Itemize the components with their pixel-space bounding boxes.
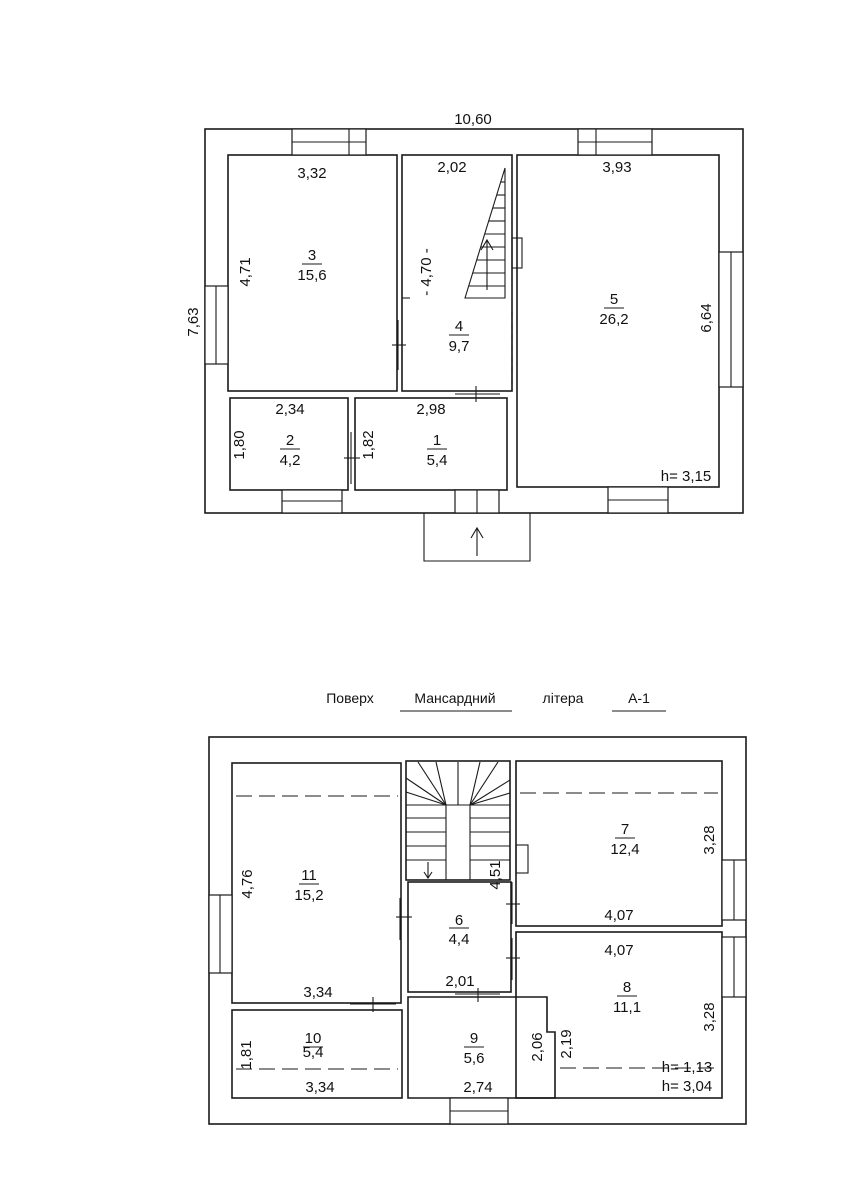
- room-5-width: 3,93: [602, 159, 632, 176]
- room-7-number: 7: [620, 821, 630, 838]
- room-1-number: 1: [432, 432, 442, 449]
- room-11-width: 3,34: [303, 984, 333, 1001]
- caption-floor-word: Поверх: [326, 690, 374, 706]
- room-11-area: 15,2: [294, 887, 324, 904]
- room-8-width: 4,07: [604, 942, 634, 959]
- room-10-number: 10: [304, 1030, 322, 1047]
- room-11-number: 11: [301, 867, 317, 884]
- floor2-caption: [326, 690, 666, 711]
- caption-floor-value: Мансардний: [414, 690, 496, 706]
- room-6-number: 6: [454, 912, 464, 929]
- room-4-number: 4: [454, 318, 464, 335]
- floor2-ceiling-height: h= 3,04: [661, 1078, 713, 1095]
- room-10-width: 3,34: [305, 1079, 335, 1096]
- floor1-overall-width: 10,60: [454, 111, 492, 128]
- room-3-number: 3: [307, 247, 317, 264]
- room-2-number: 2: [285, 432, 295, 449]
- room-2-width: 2,34: [275, 401, 305, 418]
- room-9-number: 9: [469, 1030, 479, 1047]
- caption-letter-value: А-1: [628, 690, 650, 706]
- room-5-area: 26,2: [599, 311, 629, 328]
- room-3-width: 3,32: [297, 165, 327, 182]
- room-8-area: 11,1: [612, 999, 642, 1016]
- room-3-area: 15,6: [297, 267, 327, 284]
- room-5-depth: 6,64: [698, 303, 715, 333]
- room-11-depth: 4,76: [239, 869, 256, 899]
- floor1-overall-depth: 7,63: [185, 307, 202, 337]
- floor1-labels: [185, 111, 715, 485]
- room-4-width: 2,02: [437, 159, 467, 176]
- room-10-area: 5,4: [302, 1044, 324, 1061]
- room-2-area: 4,2: [279, 452, 301, 469]
- room-6-width: 2,01: [445, 973, 475, 990]
- caption-letter-word: літера: [542, 690, 584, 706]
- floor2-ceiling-height-low: h= 1,13: [661, 1059, 713, 1076]
- room-9-area: 5,6: [463, 1050, 485, 1067]
- room-3-depth: 4,71: [237, 257, 254, 287]
- room-7-width: 4,07: [604, 907, 634, 924]
- room-7-depth: 3,28: [701, 825, 718, 855]
- room-6-area: 4,4: [448, 931, 470, 948]
- room-10-depth: 1,81: [238, 1040, 255, 1070]
- room-8-depth: 3,28: [701, 1002, 718, 1032]
- room-4-area: 9,7: [448, 338, 470, 355]
- room-1-width: 2,98: [416, 401, 446, 418]
- room-1-area: 5,4: [426, 452, 448, 469]
- room-9-depth: 2,06: [529, 1032, 546, 1062]
- room-5-number: 5: [609, 291, 619, 308]
- floor1-ceiling-height: h= 3,15: [660, 468, 712, 485]
- room-6-depth: 4,51: [487, 860, 504, 890]
- room-8-depth2: 2,19: [558, 1029, 575, 1059]
- room-8-number: 8: [622, 979, 632, 996]
- room-2-depth: 1,80: [231, 430, 248, 460]
- room-9-width: 2,74: [463, 1079, 493, 1096]
- room-1-depth: 1,82: [360, 430, 377, 460]
- floor1-plan: [205, 129, 743, 561]
- room-7-area: 12,4: [610, 841, 640, 858]
- floor2-labels: [238, 821, 718, 1096]
- room-4-depth: - 4,70 -: [418, 248, 435, 296]
